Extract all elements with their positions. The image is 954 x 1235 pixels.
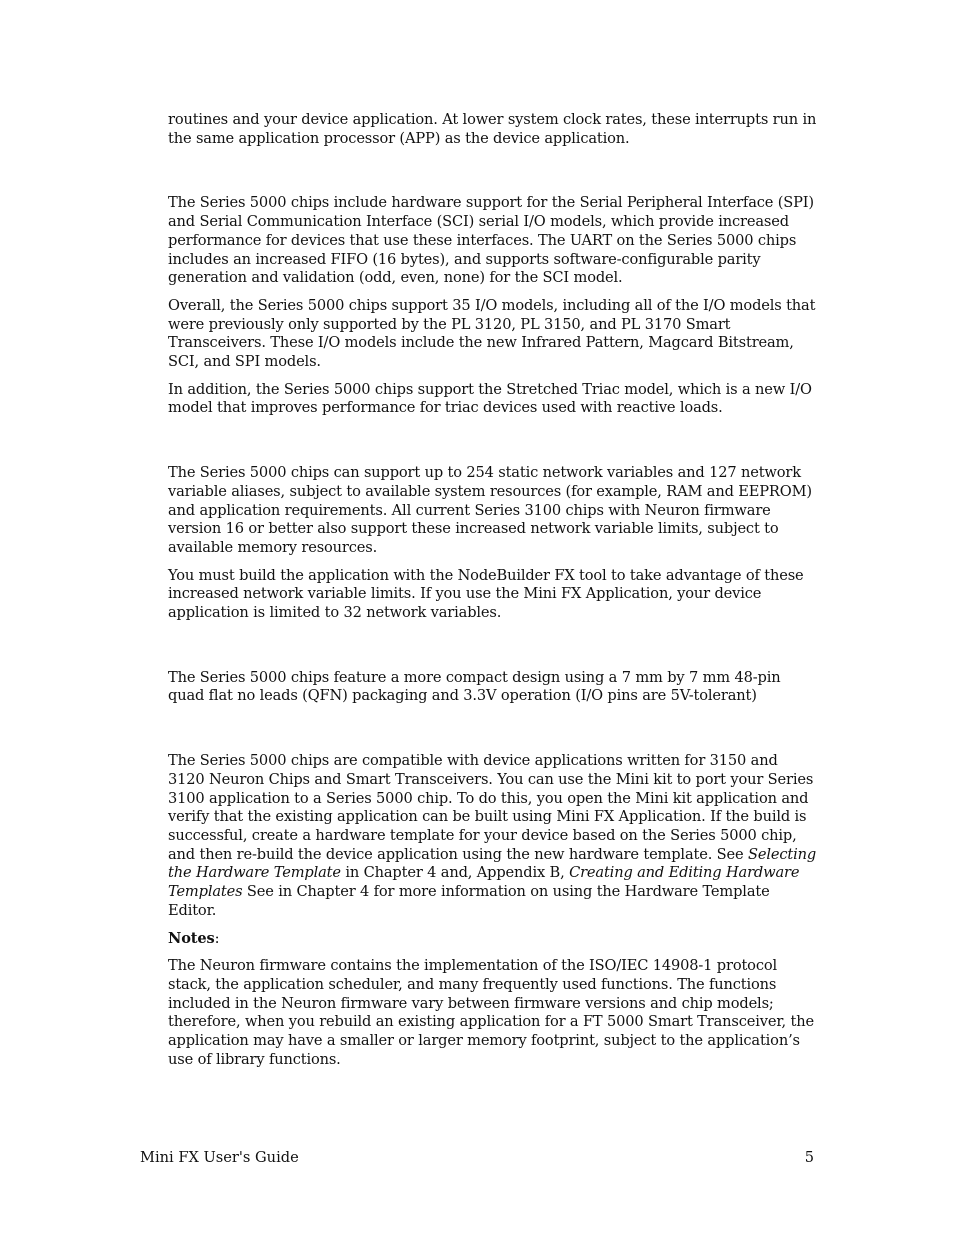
page-footer bbox=[140, 1149, 814, 1168]
reference-selecting-hardware-template: Selecting the Hardware Template bbox=[168, 845, 817, 882]
notes-paragraph: The Neuron firmware contains the implementation of the ISO/IEC 14908-1 protocol stack, the application scheduler, and many frequently used functions. The functions included in the Neuron firmware vary between firmware versions and chip models; therefore, when you rebuild an existing application for a FT 5000 Smart Transceiver, the application may have a smaller or larger memory footprint, subject to the application’s use of library functions. bbox=[168, 957, 814, 1068]
intro-paragraph: routines and your device application. At lower system clock rates, these interrupts run in the same application processor (APP) as the device application. bbox=[168, 111, 817, 147]
io-models-paragraph-2: Overall, the Series 5000 chips support 35 I/O models, including all of the I/O models that were previously only supported by the PL 3120, PL 3150, and PL 3170 Smart Transceivers. These I/O models include the new Infrared Pattern, Magcard Bitstream, SCI, and SPI models. bbox=[168, 296, 816, 371]
network-variables-paragraph-1: The Series 5000 chips can support up to 254 static network variables and 127 network variable aliases, subject to available system resources (for example, RAM and EEPROM) and application requirements. All current Series 3100 chips with Neuron firmware version 16 or better also support these increased network variable limits, subject to available memory resources. bbox=[168, 464, 812, 556]
io-models-paragraph-3: In addition, the Series 5000 chips support the Stretched Triac model, which is a new I/O model that improves performance for triac devices used with reactive loads. bbox=[168, 380, 812, 417]
io-models-paragraph-1: The Series 5000 chips include hardware support for the Serial Peripheral Interface (SPI) and Serial Communication Interface (SCI) serial I/O models, which provide increased performance for devices that use these interfaces. The UART on the Series 5000 chips includes an increased FIFO (16 bytes), and supports software-configurable parity generation and validation (odd, even, none) for the SCI model. bbox=[168, 194, 814, 287]
notes-label: Notes bbox=[168, 929, 215, 947]
compatibility-text-b: in Chapter 4 and, Appendix B, bbox=[340, 864, 570, 882]
compatibility-text-c: See in Chapter 4 for more information on using the Hardware Template Editor. bbox=[168, 883, 770, 919]
compatibility-text-a: The Series 5000 chips are compatible with device applications written for 3150 and 3120 Neuron Chips and Smart Transceivers. You can use the Mini kit to port your Series 3100 application to a Series 5000 chip. To do this, you open the Mini kit application and verify that the existing application can be built using Mini FX Application. If the build is successful, create a hardware template for your device based on the Series 5000 chip, and then re-build the device application using the new hardware template. See bbox=[168, 752, 814, 863]
network-variables-paragraph-2: You must build the application with the NodeBuilder FX tool to take advantage of these increased network variable limits. If you use the Mini FX Application, your device application is limited to 32 network variables. bbox=[168, 566, 804, 622]
notes-heading bbox=[168, 930, 818, 949]
reference-creating-editing-templates: Creating and Editing Hardware Templates bbox=[168, 864, 800, 901]
io-models-section bbox=[168, 194, 818, 418]
notes-colon: : bbox=[214, 929, 220, 947]
packaging-paragraph: The Series 5000 chips feature a more compact design using a 7 mm by 7 mm 48-pin quad flat no leads (QFN) packaging and 3.3V operation (I/O pins are 5V-tolerant) bbox=[168, 668, 781, 705]
page-number: 5 bbox=[804, 1149, 814, 1166]
compatibility-paragraph bbox=[168, 752, 818, 920]
packaging-section bbox=[168, 669, 818, 706]
compatibility-section bbox=[168, 752, 818, 1069]
document-body bbox=[168, 111, 818, 1069]
network-variables-section bbox=[168, 464, 818, 623]
footer-title: Mini FX User's Guide bbox=[140, 1149, 299, 1166]
